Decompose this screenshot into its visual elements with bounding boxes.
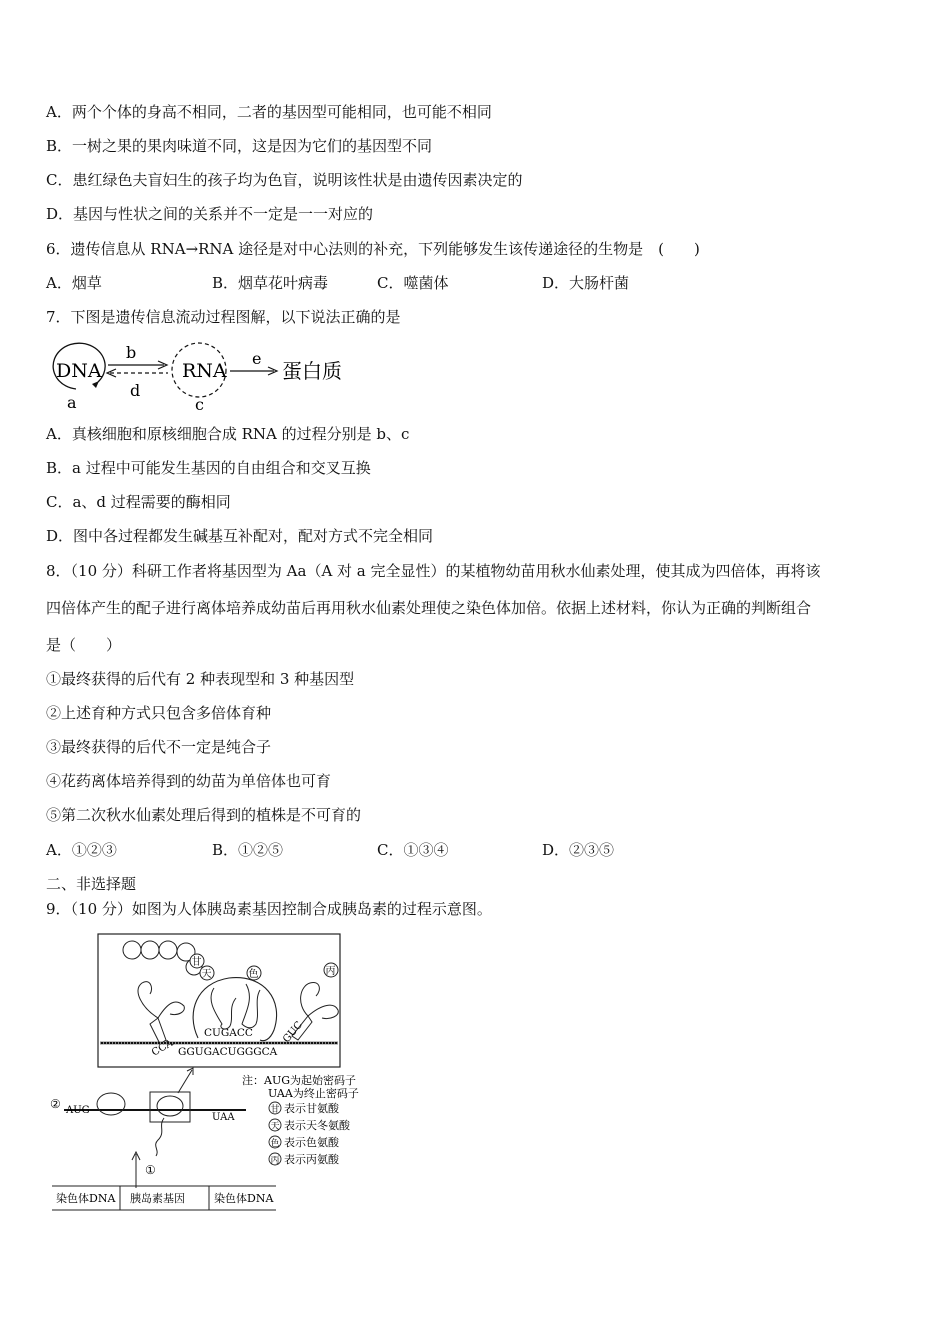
legend-se-symbol-text: 色	[270, 1139, 280, 1149]
dna-segment-left: 染色体DNA	[56, 1192, 116, 1205]
insulin-synthesis-figure	[46, 928, 406, 1218]
q5-option-c: C．患红绿色夫盲妇生的孩子均为色盲，说明该性状是由遗传因素决定的	[46, 171, 523, 189]
q7-option-d: D．图中各过程都发生碱基互补配对，配对方式不完全相同	[46, 527, 434, 545]
q6-option-c: C．噬菌体	[377, 274, 449, 292]
q5-option-a: A．两个个体的身高不相同，二者的基因型可能相同，也可能不相同	[46, 103, 492, 121]
q9-stem: 9．（10 分）如图为人体胰岛素基因控制合成胰岛素的过程示意图。	[46, 900, 492, 918]
q8-stem-line-2: 四倍体产生的配子进行离体培养成幼苗后再用秋水仙素处理使之染色体加倍。依据上述材料，你认为正确的判断组合	[46, 599, 812, 617]
legend-bing-symbol-text: 丙	[270, 1156, 280, 1166]
q6-option-d: D．大肠杆菌	[542, 274, 630, 292]
q8-stem-line-3: 是（ ）	[46, 636, 122, 654]
q8-statement-5: ⑤第二次秋水仙素处理后得到的植株是不可育的	[46, 806, 362, 824]
peptide-chain	[156, 1118, 164, 1156]
q8-stem-line-1: 8．（10 分）科研工作者将基因型为 Aa（A 对 a 完全显性）的某植物幼苗用秋水仙素处理，使其成为四倍体，再将该	[46, 562, 821, 580]
q6-stem: 6．遗传信息从 RNA→RNA 途径是对中心法则的补充，下列能够发生该传递途径的生物是 ( )	[46, 240, 700, 258]
peptide-bead	[123, 941, 141, 959]
amino-acid-se-label: 色	[248, 969, 259, 980]
note-line-1: 注：AUG为起始密码子	[242, 1074, 357, 1087]
q8-statement-2: ②上述育种方式只包含多倍体育种	[46, 704, 272, 722]
q8-option-a: A．①②③	[46, 841, 117, 859]
legend-bing-text: 表示丙氨酸	[284, 1153, 339, 1166]
rna-label: RNA	[182, 360, 227, 382]
section-heading: 二、非选择题	[46, 875, 137, 893]
amino-acid-bing-label: 丙	[325, 966, 336, 977]
trna-left	[138, 982, 184, 1044]
anticodon-sequence: CUGACC	[204, 1027, 253, 1039]
q8-statement-3: ③最终获得的后代不一定是纯合子	[46, 738, 272, 756]
q5-option-d: D．基因与性状之间的关系并不一定是一一对应的	[46, 205, 374, 223]
legend-tian-symbol-text: 天	[270, 1122, 280, 1132]
dna-segment-right: 染色体DNA	[214, 1192, 274, 1205]
start-codon-label: AUG	[66, 1105, 90, 1116]
label-1: ①	[145, 1163, 156, 1177]
label-c: c	[195, 395, 204, 413]
label-b: b	[126, 343, 137, 362]
legend-tian-text: 表示天冬氨酸	[284, 1119, 350, 1132]
peptide-bead	[159, 941, 177, 959]
q7-option-c: C．a、d 过程需要的酶相同	[46, 493, 231, 511]
stop-codon-label: UAA	[212, 1112, 235, 1123]
trna-left-anticodon: CCA	[150, 1037, 176, 1059]
protein-label: 蛋白质	[282, 359, 342, 383]
q6-option-b: B．烟草花叶病毒	[212, 274, 329, 292]
replication-arrowhead	[92, 381, 99, 388]
q8-statement-4: ④花药离体培养得到的幼苗为单倍体也可育	[46, 772, 332, 790]
dna-label: DNA	[56, 360, 102, 382]
q8-option-c: C．①③④	[377, 841, 449, 859]
label-e: e	[252, 349, 262, 368]
legend-se-text: 表示色氨酸	[284, 1136, 339, 1149]
note-line-2: UAA为终止密码子	[268, 1087, 359, 1100]
amino-acid-gan-label: 甘	[191, 957, 202, 968]
ribosome-2	[157, 1096, 183, 1116]
q8-option-b: B．①②⑤	[212, 841, 284, 859]
label-a: a	[67, 393, 77, 412]
zoom-arrow	[178, 1070, 192, 1093]
q7-option-a: A．真核细胞和原核细胞合成 RNA 的过程分别是 b、c	[46, 425, 410, 443]
q7-option-b: B．a 过程中可能发生基因的自由组合和交叉互换	[46, 459, 371, 477]
q6-option-a: A．烟草	[46, 274, 102, 292]
ribosome-1	[97, 1093, 125, 1115]
label-2: ②	[50, 1097, 61, 1111]
q7-stem: 7．下图是遗传信息流动过程图解，以下说法正确的是	[46, 308, 401, 326]
trna-site-2	[242, 984, 260, 1028]
central-dogma-diagram	[46, 338, 356, 413]
q8-option-d: D．②③⑤	[542, 841, 615, 859]
label-d: d	[130, 381, 141, 400]
legend-gan-text: 表示甘氨酸	[284, 1102, 339, 1115]
peptide-bead	[141, 941, 159, 959]
q5-option-b: B．一树之果的果肉味道不同，这是因为它们的基因型不同	[46, 137, 433, 155]
q8-statement-1: ①最终获得的后代有 2 种表现型和 3 种基因型	[46, 670, 355, 688]
legend-gan-symbol-text: 甘	[270, 1105, 280, 1115]
amino-acid-tian-label: 天	[201, 969, 212, 980]
dna-segment-gene: 胰岛素基因	[130, 1192, 185, 1205]
mrna-codon-sequence: GGUGACUGGGCA	[178, 1046, 278, 1058]
trna-site-1	[211, 988, 236, 1029]
trna-right-anticodon: GUC	[281, 1019, 305, 1046]
